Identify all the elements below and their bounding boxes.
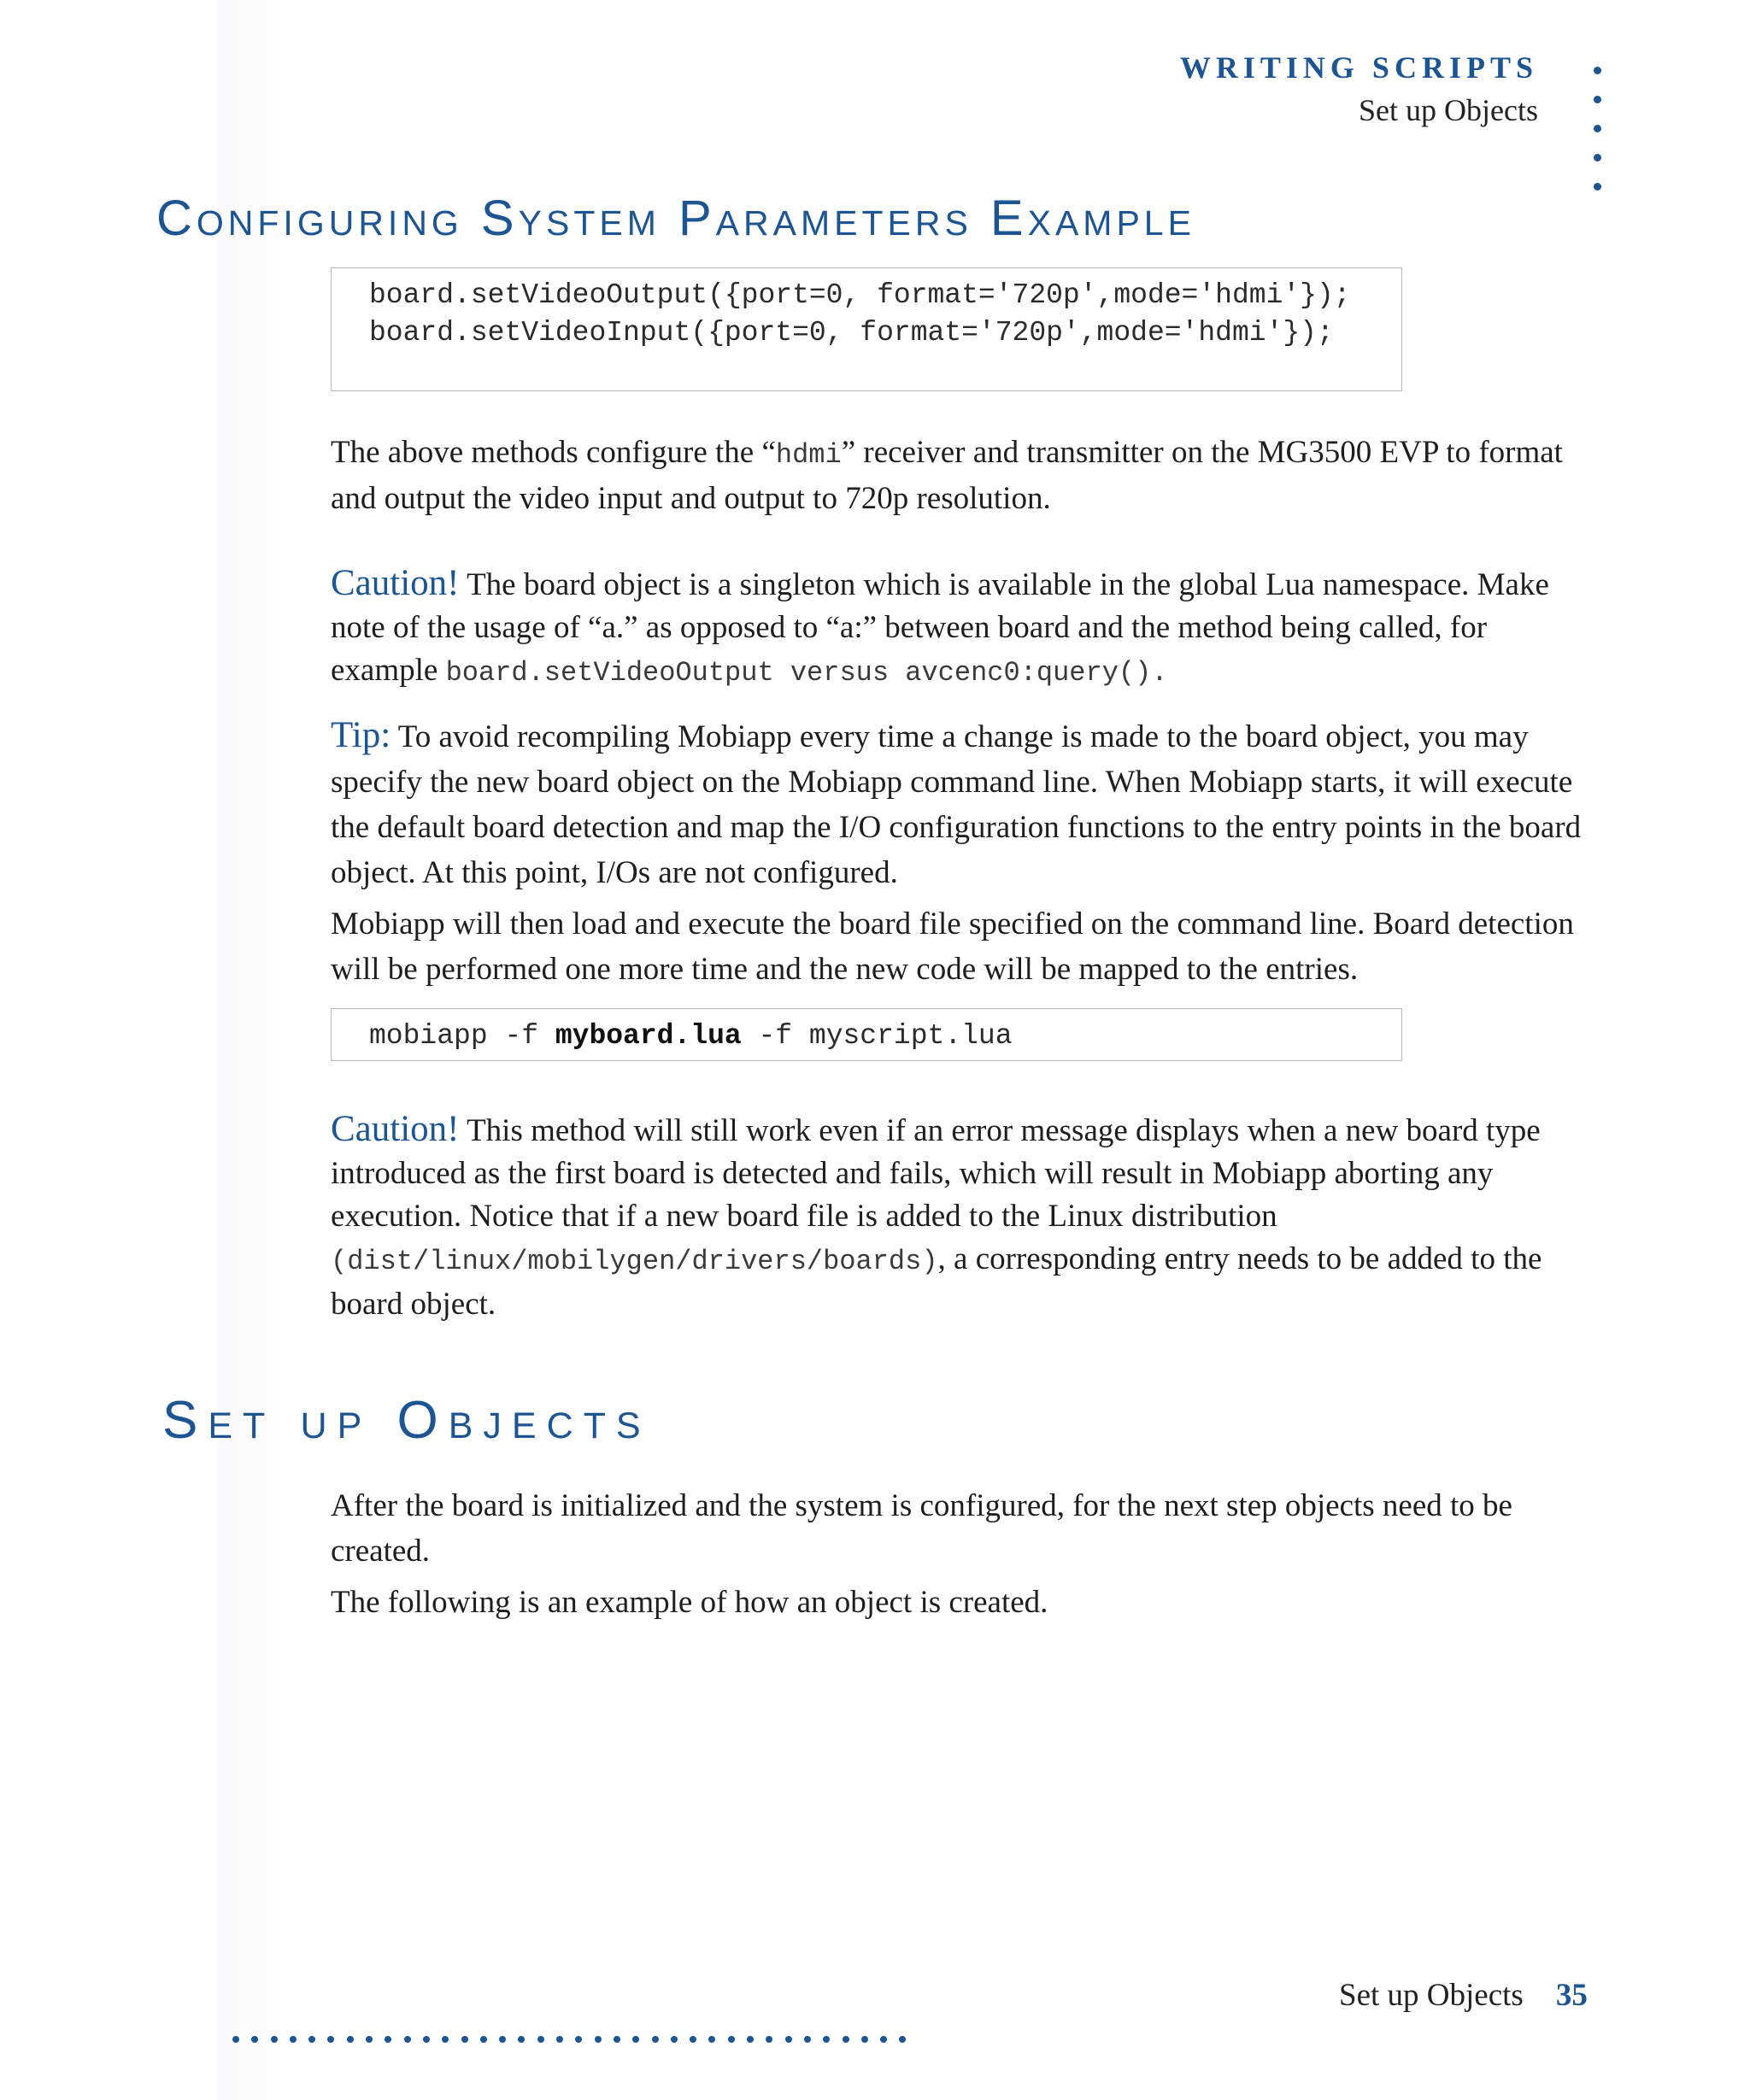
dot xyxy=(366,2036,373,2043)
code-block-command-line: mobiapp -f myboard.lua -f myscript.lua xyxy=(331,1008,1402,1061)
caution-label: Caution! xyxy=(331,563,460,603)
dot xyxy=(804,2036,811,2043)
dot xyxy=(461,2036,468,2043)
dot xyxy=(614,2036,620,2043)
dot xyxy=(785,2036,792,2043)
caution-note-singleton: Caution! The board object is a singleton which is available in the global Lua namespace. Make note of the usage of “a.” as opposed to “a:” between board and the method being called, for example board.setVideoOutput versus avcenc0:query(). xyxy=(331,563,1549,689)
dot xyxy=(671,2036,678,2043)
dot xyxy=(899,2036,906,2043)
dot xyxy=(880,2036,887,2043)
dot xyxy=(290,2036,297,2043)
dot xyxy=(690,2036,696,2043)
heading-set-up-objects: Set up Objects xyxy=(162,1391,651,1450)
inline-code: hdmi xyxy=(775,439,842,471)
dot xyxy=(423,2036,430,2043)
dot xyxy=(271,2036,278,2043)
dot xyxy=(347,2036,354,2043)
dot xyxy=(499,2036,506,2043)
dot xyxy=(861,2036,868,2043)
dot xyxy=(708,2036,715,2043)
dot xyxy=(480,2036,487,2043)
code-line: board.setVideoInput({port=0, format='720p',mode='hdmi'}); xyxy=(369,317,1334,349)
paragraph-above-methods: The above methods configure the “hdmi” receiver and transmitter on the MG3500 EVP to format and output the video input and output to 720p resolution. xyxy=(331,435,1563,516)
dot xyxy=(747,2036,754,2043)
tip-note-recompiling: Tip: To avoid recompiling Mobiapp every time a change is made to the board object, you may specify the new board object on the Mobiapp command line. When Mobiapp starts, it will execute the default board detection and map the I/O configuration functions to the entry points in the board object. At this point, I/Os are not configured. xyxy=(331,715,1582,890)
dot xyxy=(843,2036,849,2043)
dot xyxy=(575,2036,582,2043)
paragraph-after-initialized: After the board is initialized and the system is configured, for the next step objects need to be created. xyxy=(331,1488,1512,1569)
dot xyxy=(232,2036,239,2043)
footer-section: Set up Objects xyxy=(1339,1978,1524,2013)
dot xyxy=(442,2036,449,2043)
section-title: Set up Objects xyxy=(1359,93,1538,127)
dot xyxy=(327,2036,334,2043)
dot xyxy=(652,2036,659,2043)
dot xyxy=(556,2036,563,2043)
inline-code: board.setVideoOutput versus avcenc0:query(). xyxy=(445,657,1168,689)
dot xyxy=(537,2036,544,2043)
page-number: 35 xyxy=(1555,1978,1588,2013)
paragraph-following-example: The following is an example of how an object is created. xyxy=(331,1585,1048,1620)
dot xyxy=(1594,125,1601,132)
code-line: board.setVideoOutput({port=0, format='720p',mode='hdmi'}); xyxy=(369,279,1351,311)
caution-note-error-message: Caution! This method will still work even if an error message displays when a new board type introduced as the first board is detected and fails, which will result in Mobiapp aborting any execution. Notice that if a new board file is added to the Linux distribution (dist/linux/mobilygen/drivers/boards), a corresponding entry needs to be added to the board object. xyxy=(331,1109,1542,1322)
caution-label: Caution! xyxy=(331,1109,460,1149)
dot xyxy=(1594,96,1601,103)
dot xyxy=(251,2036,258,2043)
dot xyxy=(766,2036,772,2043)
dot xyxy=(595,2036,602,2043)
dot xyxy=(823,2036,830,2043)
dot xyxy=(728,2036,735,2043)
dot xyxy=(1594,183,1601,191)
vertical-dot-rule xyxy=(1594,67,1604,212)
chapter-title: WRITING SCRIPTS xyxy=(1179,50,1538,85)
horizontal-dot-rule xyxy=(232,2036,919,2044)
running-header xyxy=(1180,50,1538,128)
running-footer xyxy=(1339,1977,1588,2014)
paragraph-mobiapp-load: Mobiapp will then load and execute the board file specified on the command line. Board detection will be performed one more time and the new code will be mapped to the entries. xyxy=(331,906,1574,987)
dot xyxy=(385,2036,391,2043)
dot xyxy=(308,2036,315,2043)
heading-configuring-system-parameters: Configuring System Parameters Example xyxy=(156,191,1195,246)
tip-label: Tip: xyxy=(331,715,391,755)
code-block-video-config xyxy=(331,267,1402,391)
dot xyxy=(1594,67,1601,74)
code-bold-filename: myboard.lua xyxy=(555,1020,742,1052)
dot xyxy=(632,2036,639,2043)
dot xyxy=(404,2036,411,2043)
dot xyxy=(1594,154,1601,161)
inline-code-path: (dist/linux/mobilygen/drivers/boards) xyxy=(331,1246,938,1277)
dot xyxy=(518,2036,525,2043)
